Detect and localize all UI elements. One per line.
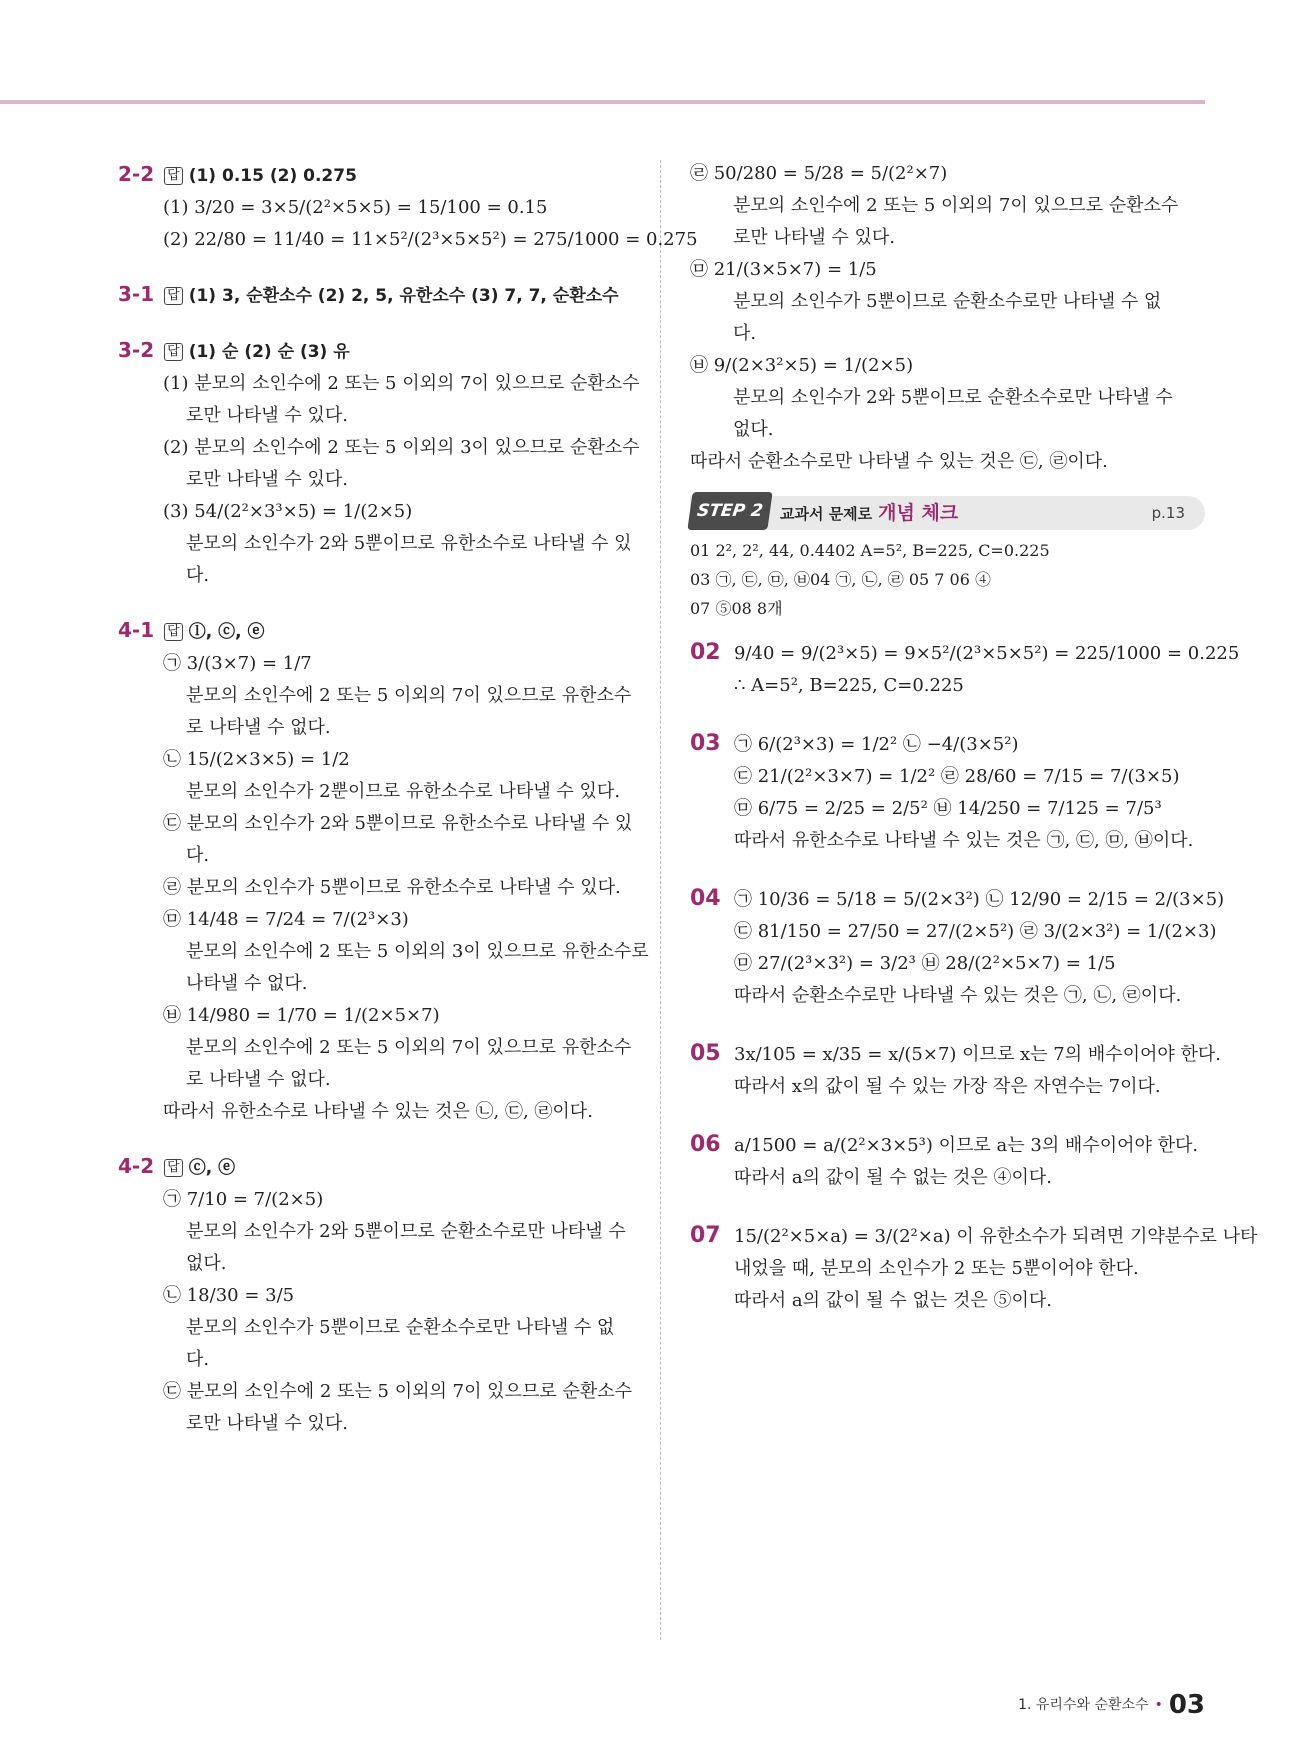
answer-icon: 답: [164, 167, 183, 185]
problem-answer-head: [118, 614, 638, 648]
solution-line: (3) 54/(2²×3³×5) = 1/(2×5): [163, 501, 413, 522]
solution-line: [690, 883, 1225, 916]
footer-dot: •: [1154, 1697, 1163, 1713]
solution-line: ㉥ 14/980 = 1/70 = 1/(2×5×7): [163, 1005, 440, 1026]
answer-text: ⓒ, ⓔ: [188, 1158, 236, 1178]
left-column: [118, 158, 698, 1440]
solution-text: 15/(2²×5×a) = 3/(2²×a) 이 유한소수가 되려면 기약분수로 나타: [734, 1226, 1258, 1247]
problem-number: 04: [690, 886, 721, 911]
spacer: [118, 312, 638, 334]
problem-number: 4-1: [118, 618, 155, 642]
column-divider: [660, 160, 661, 1640]
quick-answer: 01 2², 2², 44, 0.44: [690, 541, 836, 560]
quick-answer-row: [690, 594, 1205, 623]
solution-line: 로만 나타낼 수 있다.: [186, 405, 348, 426]
problem-number: 2-2: [118, 162, 155, 186]
answer-text: (1) 순 (2) 순 (3) 유: [188, 342, 350, 362]
solution-line: ㉠ 7/10 = 7/(2×5): [163, 1189, 324, 1210]
solution-text: 3x/105 = x/35 = x/(5×7) 이므로 x는 7의 배수이어야 한다.: [734, 1044, 1222, 1065]
right-column: [690, 158, 1258, 1317]
solution-line: (1) 3/20 = 3×5/(2²×5×5) = 15/100 = 0.15: [163, 197, 548, 218]
solution-line: 분모의 소인수가 2와 5뿐이므로 순환소수로만 나타낼 수: [186, 1221, 626, 1242]
spacer: [118, 592, 638, 614]
answer-icon: 답: [164, 287, 183, 305]
solution-line: 분모의 소인수에 2 또는 5 이외의 3이 있으므로 유한소수로: [186, 941, 649, 962]
step2-title: 개념 체크: [878, 502, 959, 524]
quick-answer: 03 ㉠, ㉢, ㉤, ㉥: [690, 570, 810, 589]
solution-line: 따라서 a의 값이 될 수 없는 것은 ④이다.: [734, 1167, 1052, 1188]
solution-line: 분모의 소인수가 2와 5뿐이므로 순환소수로만 나타낼 수: [733, 387, 1173, 408]
answer-icon: 답: [164, 1159, 183, 1177]
solution-line: 내었을 때, 분모의 소인수가 2 또는 5뿐이어야 한다.: [734, 1258, 1139, 1279]
solution-line: [690, 1220, 1258, 1253]
solution-line: 로 나타낼 수 없다.: [186, 717, 331, 738]
solution-line: ㉠ 3/(3×7) = 1/7: [163, 653, 312, 674]
solution-text: ㉠ 10/36 = 5/18 = 5/(2×3²) ㉡ 12/90 = 2/15 = 2/(3×5): [734, 889, 1225, 910]
solution-line: ㉢ 분모의 소인수가 2와 5뿐이므로 유한소수로 나타낼 수 있: [163, 813, 633, 834]
solution-line: 없다.: [733, 419, 774, 440]
solution-text: 9/40 = 9/(2³×5) = 9×5²/(2³×5×5²) = 225/1000 = 0.225: [734, 643, 1240, 664]
solution-text: a/1500 = a/(2²×3×5³) 이므로 a는 3의 배수이어야 한다.: [734, 1135, 1199, 1156]
solution-line: ㉤ 14/48 = 7/24 = 7/(2³×3): [163, 909, 409, 930]
right-top-solutions: [690, 158, 1205, 478]
solution-line: ㉢ 분모의 소인수에 2 또는 5 이외의 7이 있으므로 순환소수: [163, 1381, 632, 1402]
solution-line: 나타낼 수 없다.: [186, 973, 308, 994]
solution-line: 분모의 소인수가 2와 5뿐이므로 유한소수로 나타낼 수 있: [186, 533, 632, 554]
solution-line: 분모의 소인수가 2뿐이므로 유한소수로 나타낼 수 있다.: [186, 781, 621, 802]
chapter-title: 1. 유리수와 순환소수: [1018, 1697, 1149, 1713]
solution-line: (1) 분모의 소인수에 2 또는 5 이외의 7이 있으므로 순환소수: [163, 373, 640, 394]
solution-block: [690, 637, 1240, 702]
solution-line: ㉥ 9/(2×3²×5) = 1/(2×5): [690, 355, 914, 376]
solution-line: 다.: [186, 565, 210, 586]
solution-line: 로만 나타낼 수 있다.: [186, 1413, 348, 1434]
solution-line: ㉢ 81/150 = 27/50 = 27/(2×5²) ㉣ 3/(2×3²) = 1/(2×3): [734, 921, 1217, 942]
quick-answer-row: [690, 565, 1205, 594]
problem-number: 05: [690, 1041, 721, 1066]
problem-number: 03: [690, 731, 721, 756]
solution-block: [690, 883, 1225, 1012]
problem-number: 02: [690, 640, 721, 665]
solution-line: (2) 분모의 소인수에 2 또는 5 이외의 3이 있으므로 순환소수: [163, 437, 640, 458]
solution-line: 분모의 소인수에 2 또는 5 이외의 7이 있으므로 유한소수: [186, 685, 632, 706]
quick-answer-row: [690, 536, 1205, 565]
problem-answer-head: [118, 158, 638, 192]
solution-line: 따라서 순환소수로만 나타낼 수 있는 것은 ㉠, ㉡, ㉣이다.: [734, 985, 1182, 1006]
solution-line: 따라서 x의 값이 될 수 있는 가장 작은 자연수는 7이다.: [734, 1076, 1161, 1097]
problem-number: 3-2: [118, 338, 155, 362]
problem-answer-head: [118, 278, 638, 312]
solution-line: ㉢ 21/(2²×3×7) = 1/2² ㉣ 28/60 = 7/15 = 7/(3×5): [734, 766, 1180, 787]
answer-icon: 답: [164, 343, 183, 361]
solution-line: 로만 나타낼 수 있다.: [733, 227, 895, 248]
quick-answer: 08 8개: [731, 599, 783, 618]
solution-line: [690, 728, 1205, 761]
problem-answer-head: [118, 334, 638, 368]
quick-answer: 04 ㉠, ㉡, ㉣ 05 7 06 ④: [809, 570, 992, 589]
problem-number: 4-2: [118, 1154, 155, 1178]
problem-number: 06: [690, 1132, 721, 1157]
solution-line: 분모의 소인수에 2 또는 5 이외의 7이 있으므로 순환소수: [733, 195, 1179, 216]
solution-block: [690, 1038, 1222, 1103]
solution-line: 로 나타낼 수 없다.: [186, 1069, 331, 1090]
solution-line: ∴ A=5², B=225, C=0.225: [734, 675, 964, 696]
problem-answer-head: [118, 1150, 638, 1184]
step2-banner: [690, 496, 1205, 530]
solution-line: ㉡ 18/30 = 3/5: [163, 1285, 295, 1306]
solution-line: 따라서 유한소수로 나타낼 수 있는 것은 ㉡, ㉢, ㉣이다.: [163, 1101, 593, 1122]
solution-line: ㉤ 27/(2³×3²) = 3/2³ ㉥ 28/(2²×5×7) = 1/5: [734, 953, 1116, 974]
solution-block: [690, 1129, 1205, 1194]
solution-block: [690, 1220, 1258, 1317]
page-number: 03: [1168, 1690, 1205, 1720]
solution-line: 다.: [733, 323, 757, 344]
solution-line: 다.: [186, 845, 210, 866]
page-footer: [1018, 1690, 1205, 1720]
solution-block: [690, 728, 1205, 857]
solution-line: 다.: [186, 1349, 210, 1370]
quick-answer: 07 ⑤: [690, 599, 732, 618]
solution-line: [690, 1038, 1222, 1071]
problem-number: 07: [690, 1223, 721, 1248]
spacer: [118, 256, 638, 278]
step2-subtitle: 교과서 문제로 개념 체크: [780, 502, 959, 524]
solution-line: 따라서 순환소수로만 나타낼 수 있는 것은 ㉢, ㉣이다.: [690, 451, 1108, 472]
solution-line: 없다.: [186, 1253, 227, 1274]
solution-line: 로만 나타낼 수 있다.: [186, 469, 348, 490]
step2-badge: STEP 2: [687, 492, 772, 530]
solution-line: (2) 22/80 = 11/40 = 11×5²/(2³×5×5²) = 275/1000 = 0.275: [163, 229, 698, 250]
spacer: [118, 1128, 638, 1150]
solution-line: ㉤ 21/(3×5×7) = 1/5: [690, 259, 877, 280]
solution-line: 따라서 a의 값이 될 수 없는 것은 ⑤이다.: [734, 1290, 1052, 1311]
answer-icon: 답: [164, 623, 183, 641]
right-solutions: [690, 637, 1258, 1317]
quick-answers: [690, 536, 1205, 623]
solution-line: 분모의 소인수가 5뿐이므로 순환소수로만 나타낼 수 없: [733, 291, 1162, 312]
solution-line: ㉤ 6/75 = 2/25 = 2/5² ㉥ 14/250 = 7/125 = 7/5³: [734, 798, 1162, 819]
answer-text: ⓛ, ⓒ, ⓔ: [188, 622, 265, 642]
solution-text: ㉠ 6/(2³×3) = 1/2² ㉡ −4/(3×5²): [734, 734, 1019, 755]
quick-answer: 02 A=5², B=225, C=0.225: [835, 541, 1050, 560]
solution-line: ㉣ 50/280 = 5/28 = 5/(2²×7): [690, 163, 948, 184]
solution-line: ㉣ 분모의 소인수가 5뿐이므로 유한소수로 나타낼 수 있다.: [163, 877, 621, 898]
solution-line: [690, 637, 1240, 670]
solution-line: ㉡ 15/(2×3×5) = 1/2: [163, 749, 350, 770]
step2-page-ref: p.13: [1151, 504, 1185, 522]
answer-text: (1) 0.15 (2) 0.275: [188, 166, 357, 186]
solution-line: 분모의 소인수에 2 또는 5 이외의 7이 있으므로 유한소수: [186, 1037, 632, 1058]
problem-number: 3-1: [118, 282, 155, 306]
solution-line: 따라서 유한소수로 나타낼 수 있는 것은 ㉠, ㉢, ㉤, ㉥이다.: [734, 830, 1194, 851]
solution-line: 분모의 소인수가 5뿐이므로 순환소수로만 나타낼 수 없: [186, 1317, 615, 1338]
solution-line: [690, 1129, 1205, 1162]
answer-text: (1) 3, 순환소수 (2) 2, 5, 유한소수 (3) 7, 7, 순환소수: [188, 286, 619, 306]
top-rule: [0, 100, 1205, 104]
